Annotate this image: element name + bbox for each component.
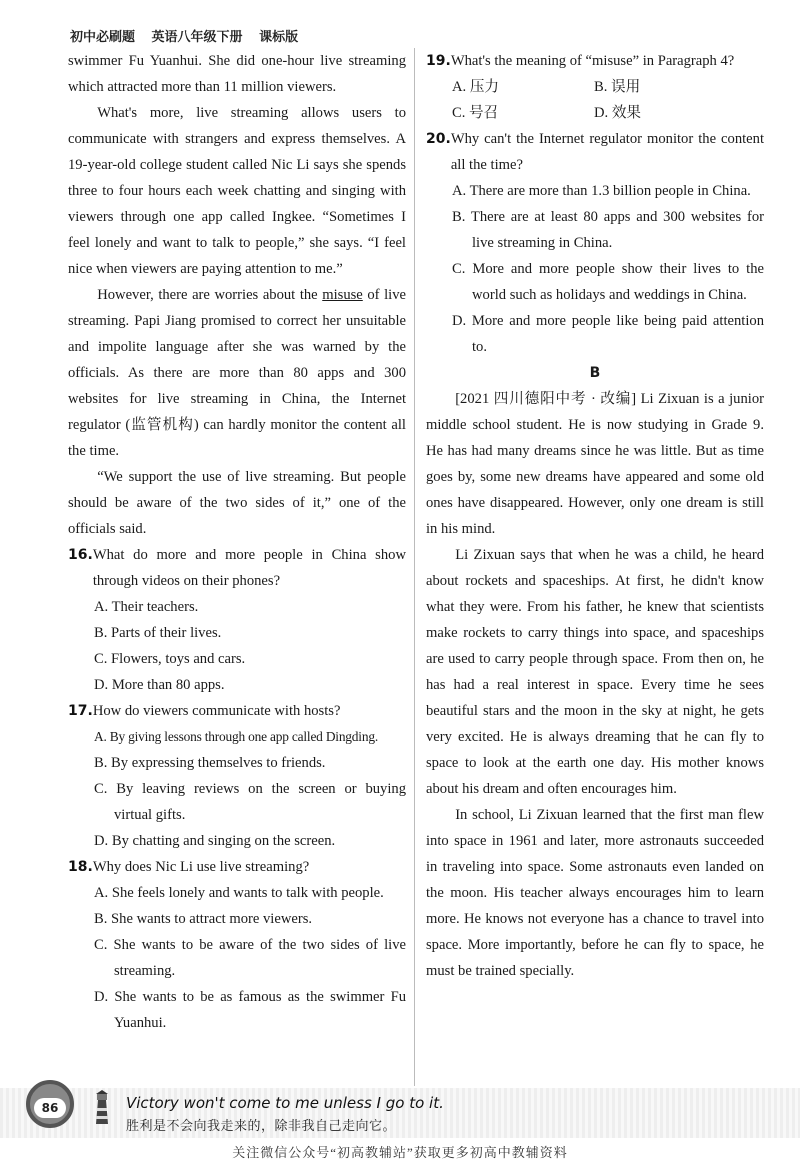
- option-c: C. By leaving reviews on the screen or buying virtual gifts.: [94, 781, 406, 823]
- option-b: B. She wants to attract more viewers.: [94, 911, 313, 927]
- option-d: D. More and more people like being paid attention to.: [452, 313, 764, 355]
- text-run: of live streaming. Papi Jiang promised to correct her unsuitable and impolite language after she was warned by the officials. As there are more than 80 apps and 300 websites for live streaming in China, the Internet regulator (监管机构) can hardly monitor the content all the time.: [68, 287, 406, 459]
- question-18: [68, 854, 406, 1036]
- question-text: Why does Nic Li use live streaming?: [92, 859, 310, 875]
- text-run: However, there are worries about the: [97, 287, 323, 303]
- header-edition: 课标版: [259, 30, 299, 45]
- passage-paragraph: [2021 四川德阳中考 · 改编] Li Zixuan is a junior middle school student. He is now studying in Grade 9. He has had many dreams since he was little. But as time goes by, some new dreams have appeared and some old ones have disappeared. However, only one dream is still in his mind.: [426, 391, 764, 537]
- question-stem: [426, 48, 764, 74]
- motto-english: Victory won't come to me unless I go to it.: [126, 1094, 444, 1112]
- option-grid: [452, 74, 764, 126]
- option-a: A. By giving lessons through one app called Dingding.: [94, 729, 378, 744]
- question-17: [68, 698, 406, 854]
- running-header: [70, 26, 310, 45]
- option-d: D. 效果: [594, 105, 642, 121]
- question-text: How do viewers communicate with hosts?: [92, 703, 341, 719]
- option-d: D. By chatting and singing on the screen.: [94, 833, 336, 849]
- passage-paragraph: [68, 282, 406, 464]
- passage-paragraph: swimmer Fu Yuanhui. She did one-hour live streaming which attracted more than 11 million viewers.: [68, 53, 406, 95]
- question-stem: [68, 542, 406, 594]
- column-divider: [414, 48, 415, 1086]
- header-book: 英语八年级下册: [151, 30, 243, 45]
- section-heading: B: [589, 365, 601, 381]
- question-number: 19.: [426, 53, 451, 69]
- question-20: [426, 126, 764, 360]
- motto-chinese: 胜利是不会向我走来的，除非我自己走向它。: [126, 1118, 397, 1133]
- underlined-word: misuse: [322, 287, 363, 303]
- passage-paragraph: In school, Li Zixuan learned that the first man flew into space in 1961 and later, more astronauts succeeded in traveling into space. Some astronauts even landed on the moon. His teacher always encourages him to learn more. He knows not everyone has a chance to travel into space. More importantly, before he can fly to space, he must be trained specially.: [426, 807, 764, 979]
- option-c: C. 号召: [452, 105, 499, 121]
- page-number: 86: [34, 1098, 66, 1118]
- question-stem: [68, 854, 406, 880]
- question-number: 16.: [68, 547, 93, 563]
- question-stem: [68, 698, 406, 724]
- question-stem: [426, 126, 764, 178]
- option-b: B. There are at least 80 apps and 300 websites for live streaming in China.: [452, 209, 764, 251]
- right-column: [426, 48, 764, 984]
- option-a: A. Their teachers.: [94, 599, 199, 615]
- option-d: D. More than 80 apps.: [94, 677, 225, 693]
- question-number: 17.: [68, 703, 93, 719]
- passage-paragraph: “We support the use of live streaming. But people should be aware of the two sides of it,” one of the officials said.: [68, 469, 406, 537]
- question-19: [426, 48, 764, 126]
- question-16: [68, 542, 406, 698]
- question-number: 20.: [426, 131, 451, 147]
- question-text: What's the meaning of “misuse” in Paragraph 4?: [450, 53, 735, 69]
- question-number: 18.: [68, 859, 93, 875]
- option-a: A. She feels lonely and wants to talk with people.: [94, 885, 384, 901]
- option-b: B. 误用: [594, 79, 641, 95]
- passage-paragraph: Li Zixuan says that when he was a child, he heard about rockets and spaceships. At first, he didn't know what they were. From his father, he knew that scientists make rockets to carry things into space, and spaceships are used to carry people through space. From then on, he has had a real interest in space. Every time he sees beautiful stars and the moon in the sky at night, he gets very excited. He is always dreaming that he can fly to space to look at the earth one day. His mother knows about his dream and often encourages him.: [426, 547, 764, 797]
- question-text: Why can't the Internet regulator monitor the content all the time?: [450, 131, 764, 173]
- option-b: B. Parts of their lives.: [94, 625, 222, 641]
- option-a: A. 压力: [452, 79, 500, 95]
- option-a: A. There are more than 1.3 billion people in China.: [452, 183, 751, 199]
- option-c: C. Flowers, toys and cars.: [94, 651, 246, 667]
- question-text: What do more and more people in China show through videos on their phones?: [92, 547, 406, 589]
- option-d: D. She wants to be as famous as the swimmer Fu Yuanhui.: [94, 989, 406, 1031]
- option-b: B. By expressing themselves to friends.: [94, 755, 326, 771]
- passage-paragraph: What's more, live streaming allows users to communicate with strangers and express themselves. A 19-year-old college student called Nic Li says she spends three to four hours each week chatting and singing with viewers through one app called Ingkee. “Sometimes I feel lonely and want to talk to people,” she says. “I feel nice when viewers are paying attention to me.”: [68, 105, 406, 277]
- left-column: [68, 48, 406, 1036]
- lighthouse-icon: [88, 1090, 116, 1126]
- promo-line: 关注微信公众号“初高教辅站”获取更多初高中教辅资料: [232, 1145, 568, 1160]
- option-c: C. She wants to be aware of the two sides of live streaming.: [94, 937, 406, 979]
- header-series: 初中必刷题: [70, 30, 136, 45]
- option-c: C. More and more people show their lives to the world such as holidays and weddings in China.: [452, 261, 764, 303]
